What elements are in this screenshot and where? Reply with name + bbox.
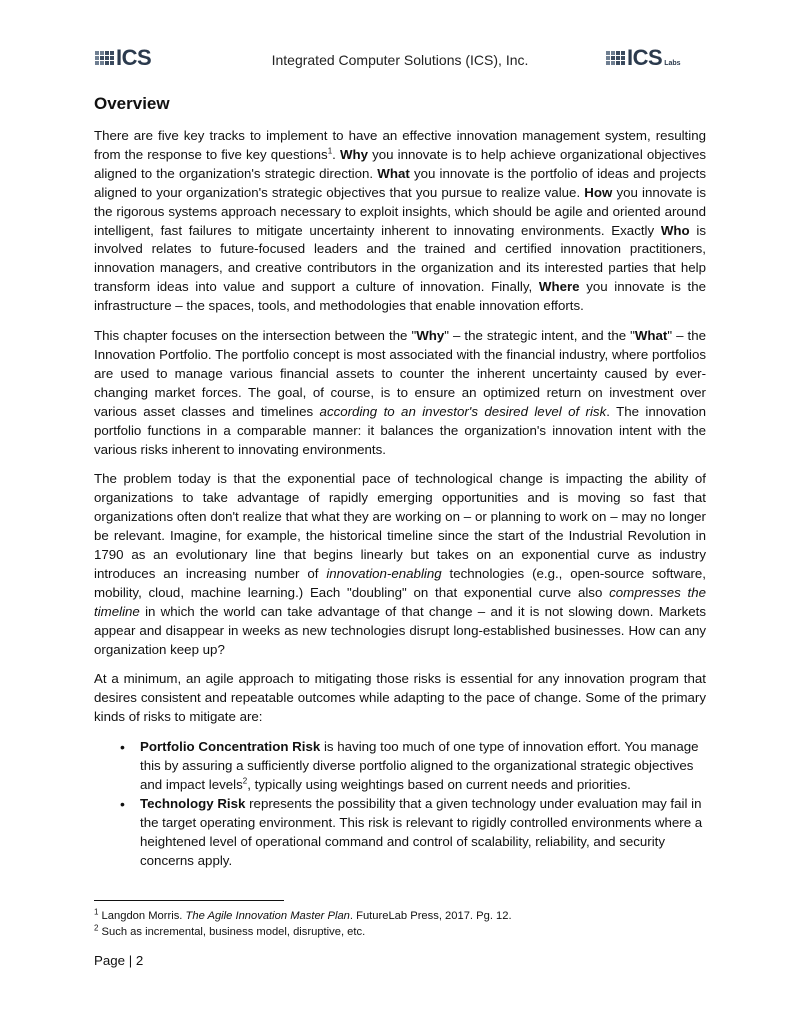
footnote-ref-2[interactable]: 2 [242, 776, 248, 786]
risk-list [94, 738, 706, 870]
paragraph-portfolio: This chapter focuses on the intersection between the "Why" – the strategic intent, and the "What" – the Innovation Portfolio. The portfolio concept is most associated with the financial industry, where portfolios are used to manage various financial assets to counter the inherent uncertainty caused by ever-changing market forces. The goal, of course, is to ensure an optimized return on investment over various asset classes and timelines according to an investor's desired level of risk. The innovation portfolio functions in a comparable manner: it balances the organization's innovation intent with the various risks inherent to innovating environments. [94, 328, 706, 457]
paragraph-exponential-change: The problem today is that the exponential pace of technological change is impacting the ability of organizations to take advantage of rapidly emerging opportunities and is moving so fast that organizations often don't realize that what they are working on – or planning to work on – may no longer be relevant. Imagine, for example, the historical timeline since the start of the Industrial Revolution in 1790 as an evolutionary line that begins linearly but takes on an exponential curve as industry introduces an increasing number of innovation-enabling technologies (e.g., open-source software, mobility, cloud, machine learning.) Each "doubling" on that exponential curve also compresses the timeline in which the world can take advantage of that change – and it is not slowing down. Markets appear and disappear in weeks as new technologies disrupt long-established businesses. How can any organization keep up? [94, 471, 707, 657]
ics-labs-logo [606, 47, 681, 69]
footnote-1: $^1$ Langdon Morris. The Agile Innovation Master Plan. FutureLab Press, 2017. Pg. 12. [94, 907, 512, 922]
logo-grid-icon [606, 51, 625, 65]
paragraph-risks-intro: At a minimum, an agile approach to mitigating those risks is essential for any innovation program that desires consistent and repeatable outcomes while adapting to the pace of change. Some of the primary kinds of risks to mitigate are: [94, 671, 706, 725]
labs-label: Labs [664, 60, 681, 67]
ics-labs-logo-text: ICS [627, 45, 663, 70]
list-item-technology-risk: • Technology Risk represents the possibility that a given technology under evaluation may fail in the target operating environment. This risk is relevant to rigidly controlled environments where a heightened level of operational command and control of scalability, reliability, and security concerns apply. [140, 795, 706, 871]
paragraph-five-questions: There are five key tracks to implement to have an effective innovation management system, resulting from the response to five key questions$^1$. Why you innovate is to help achieve organizational objectives aligned to the organization's strategic direction. What you innovate is the portfolio of ideas and projects aligned to your organization's strategic objectives that you pursue to realize value. How you innovate is the rigorous systems approach necessary to exploit insights, which should be agile and oriented around intelligent, fast failures to mitigate uncertainty inherent to innovating environments. Exactly Who is involved relates to future-focused leaders and the trained and certified innovation practitioners, innovation managers, and creative contributors in the organization and its interested parties that help transform ideas into value and support a culture of innovation. Finally, Where you innovate is the infrastructure – the spaces, tools, and methodologies that enable innovation efforts. [94, 128, 706, 314]
header-company-name: Integrated Computer Solutions (ICS), Inc. [271, 52, 529, 68]
footnote-2: $^2$ Such as incremental, business model, disruptive, etc. [94, 923, 366, 938]
section-heading: Overview [94, 94, 170, 113]
footnote-ref-1[interactable]: 1 [327, 146, 333, 156]
list-item-portfolio-risk: • Portfolio Concentration Risk is having too much of one type of innovation effort. You manage this by assuring a sufficiently diverse portfolio aligned to the organizational strategic objectives and impact levels$^2$, typically using weightings based on current needs and priorities. [140, 738, 706, 795]
page-number: Page | 2 [94, 953, 144, 968]
page-content [94, 94, 706, 871]
footnote-divider [94, 900, 284, 901]
ics-logo-text: ICS [116, 45, 152, 70]
footnotes [94, 908, 706, 940]
